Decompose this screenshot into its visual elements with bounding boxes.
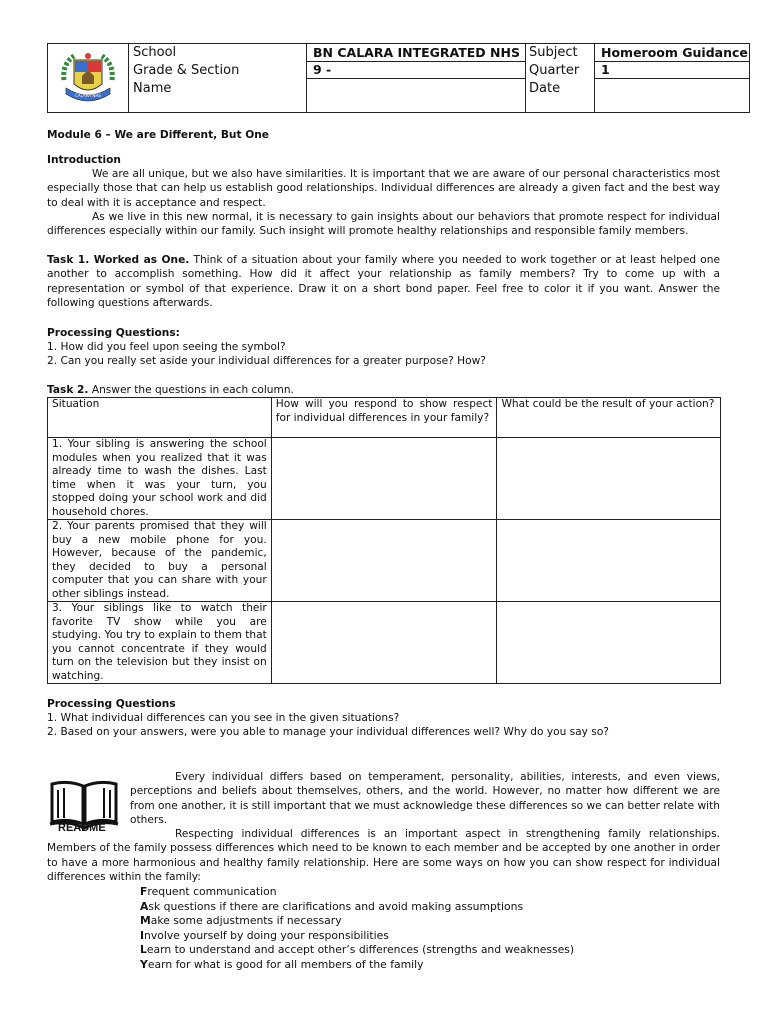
mnemonic-text: earn for what is good for all members of the family — [147, 957, 424, 971]
header-labels-right — [525, 44, 595, 112]
mnemonic-letter: Y — [140, 957, 148, 971]
mnemonic-letter: M — [140, 914, 151, 928]
label-subject: Subject — [529, 45, 578, 60]
label-quarter: Quarter — [529, 63, 580, 78]
grade-value: 9 - — [313, 62, 332, 77]
list-item — [140, 943, 574, 958]
table-row — [48, 520, 721, 602]
school-logo — [58, 50, 118, 106]
processing2-q2: 2. Based on your answers, were you able to manage your individual differences well? Why do you say so? — [47, 726, 609, 738]
task2-text: Answer the questions in each column. — [88, 384, 294, 396]
situation-cell: 3. Your siblings like to watch their favorite TV show while you are studying. You try to explain to them that you cannot concentrate if they would turn on the television but they insist on watching. — [48, 602, 272, 684]
row-divider — [595, 78, 749, 79]
mnemonic-text: ake some adjustments if necessary — [150, 914, 342, 928]
svg-text:CALARA NHS: CALARA NHS — [75, 93, 101, 98]
intro-heading: Introduction — [47, 154, 121, 166]
task2-instruction — [47, 383, 720, 397]
readme-paragraph-2 — [47, 827, 720, 884]
processing2-q1: 1. What individual differences can you see in the given situations? — [47, 712, 400, 724]
task2-label: Task 2. — [47, 384, 89, 396]
mnemonic-letter: A — [140, 899, 149, 913]
intro-body — [47, 167, 720, 238]
mnemonic-text: sk questions if there are clarifications and avoid making assumptions — [148, 899, 524, 913]
situation-cell: 1. Your sibling is answering the school modules when you realized that it was already time to wash the dishes. Last time when it was your turn, you stopped doing your school work and did household chores. — [48, 438, 272, 520]
table-row — [48, 602, 721, 684]
row-divider — [307, 78, 525, 79]
header-situation: Situation — [48, 398, 272, 438]
intro-paragraph-1: We are all unique, but we also have similarities. It is important that we are aware of our personal characteristics most especially those that can help us establish good relationships. Individual differences are already a given fact and the best way to deal with it is acceptance and respect. — [47, 168, 720, 209]
processing-q2: 2. Can you really set aside your individual differences for a greater purpose? How? — [47, 355, 486, 367]
task1-label: Task 1. Worked as One. — [47, 254, 190, 266]
header-response: How will you respond to show respect for individual differences in your family? — [271, 398, 497, 438]
processing-heading-1: Processing Questions: — [47, 327, 180, 339]
list-item — [140, 885, 574, 900]
list-item — [140, 929, 574, 944]
response-cell[interactable] — [271, 602, 497, 684]
situation-cell: 2. Your parents promised that they will buy a new mobile phone for you. However, because of the pandemic, they decided to buy a personal computer that you can share with your other siblings instead. — [48, 520, 272, 602]
list-item — [140, 900, 574, 915]
header-labels-left — [129, 44, 307, 112]
readme-paragraph-1 — [130, 770, 720, 827]
module-title: Module 6 – We are Different, But One — [47, 129, 269, 141]
task1-text: Think of a situation about your family where you needed to work together or at least helped one another to accomplish something. How did it affect your relationship as family members? Try to come up with a representation or symbol of that experience. Draw it on a short bond paper. Feel free to color it if you want. Answer the following questions afterwards. — [47, 254, 720, 309]
readme-label: README — [58, 822, 106, 834]
result-cell[interactable] — [497, 438, 721, 520]
label-grade-section: Grade & Section — [133, 63, 240, 78]
mnemonic-letter: F — [140, 885, 148, 898]
mnemonic-text: earn to understand and accept other’s differences (strengths and weaknesses) — [146, 943, 575, 957]
task2-table — [47, 397, 721, 684]
table-header-row — [48, 398, 721, 438]
result-cell[interactable] — [497, 602, 721, 684]
header-table — [47, 43, 750, 113]
table-row — [48, 438, 721, 520]
label-date: Date — [529, 81, 561, 96]
quarter-value: 1 — [601, 62, 610, 77]
header-result: What could be the result of your action? — [497, 398, 721, 438]
list-item — [140, 958, 574, 973]
response-cell[interactable] — [271, 520, 497, 602]
readme-text-1: Every individual differs based on temperament, personality, abilities, interests, and even views, perceptions and beliefs about themselves, others, and the world. However, no matter how different we are from one another, it is still important that we must acknowledge these differences so we can better relate with others. — [130, 771, 720, 826]
processing-q1: 1. How did you feel upon seeing the symbol? — [47, 341, 286, 353]
subject-value: Homeroom Guidance — [601, 45, 748, 60]
mnemonic-letter: L — [140, 943, 147, 957]
intro-paragraph-2: As we live in this new normal, it is necessary to gain insights about our behaviors that promote respect for individual differences especially within our family. Such insight will promote healthy relationships and responsible family members. — [47, 210, 720, 238]
result-cell[interactable] — [497, 520, 721, 602]
task1-paragraph — [47, 253, 720, 310]
mnemonic-letter: I — [140, 928, 145, 942]
label-school: School — [133, 45, 177, 60]
mnemonic-text: nvolve yourself by doing your responsibilities — [144, 928, 389, 942]
processing-heading-2: Processing Questions — [47, 698, 176, 710]
list-item — [140, 914, 574, 929]
school-value: BN CALARA INTEGRATED NHS — [313, 45, 520, 60]
school-logo-cell — [48, 44, 129, 112]
readme-text-2: Respecting individual differences is an important aspect in strengthening family relationships. Members of the family possess differences which need to be known to each member and be accepted by one another in order to have a more harmonious and healthy family relationship. Here are some ways on how you can show respect for individual differences within the family: — [47, 828, 720, 883]
response-cell[interactable] — [271, 438, 497, 520]
row-divider — [595, 61, 749, 62]
row-divider — [307, 61, 525, 62]
family-mnemonic-list — [140, 885, 574, 973]
mnemonic-text: requent communication — [147, 885, 277, 898]
label-name: Name — [133, 81, 172, 96]
